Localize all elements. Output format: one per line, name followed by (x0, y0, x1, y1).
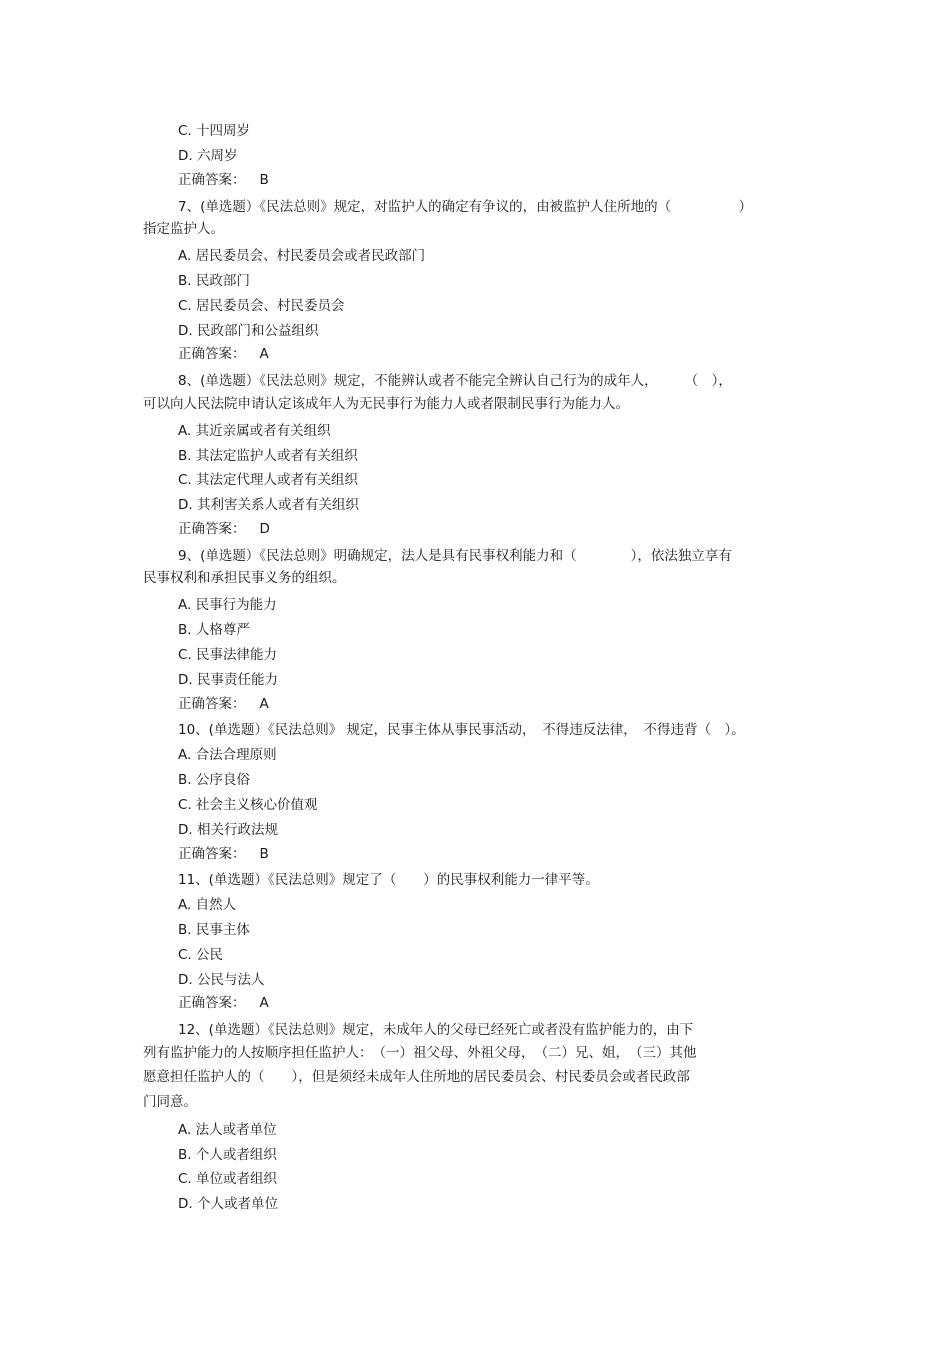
answer-value: A (259, 346, 269, 362)
option-b: B. 公序良俗 (178, 772, 250, 788)
option-d: D. 相关行政法规 (178, 822, 278, 838)
option-b: B. 民政部门 (178, 273, 250, 289)
option-a: A. 民事行为能力 (178, 597, 277, 613)
option-c: C. 十四周岁 (178, 123, 251, 139)
answer-line (178, 845, 269, 863)
option-c: C. 其法定代理人或者有关组织 (178, 472, 359, 488)
answer-value: A (259, 696, 269, 712)
option-c: C. 单位或者组织 (178, 1171, 278, 1187)
answer-value: D (259, 521, 270, 537)
answer-line (178, 994, 269, 1012)
option-a: A. 居民委员会、村民委员会或者民政部门 (178, 248, 426, 264)
option-d: D. 民政部门和公益组织 (178, 323, 319, 339)
question-stem: 愿意担任监护人的（ ），但是须经未成年人住所地的居民委员会、村民委员会或者民政部 (143, 1069, 690, 1085)
option-b: B. 人格尊严 (178, 622, 250, 638)
question-stem: 指定监护人。 (143, 221, 224, 237)
option-d: D. 其利害关系人或者有关组织 (178, 497, 359, 513)
answer-value: A (259, 995, 269, 1011)
option-b: B. 个人或者组织 (178, 1147, 277, 1163)
answer-line (178, 345, 269, 363)
answer-line (178, 171, 269, 189)
answer-value: B (259, 846, 269, 862)
option-b: B. 民事主体 (178, 922, 250, 938)
option-d: D. 个人或者单位 (178, 1196, 278, 1212)
answer-value: B (259, 172, 269, 188)
option-c: C. 居民委员会、村民委员会 (178, 298, 345, 314)
answer-line (178, 520, 270, 538)
question-stem: 10、(单选题）《民法总则》 规定，民事主体从事民事活动， 不得违反法律， 不得违背（ ）。 (178, 722, 745, 738)
question-stem: 9、(单选题）《民法总则》明确规定，法人是具有民事权利能力和（ ），依法独立享有 (178, 548, 732, 564)
option-a: A. 自然人 (178, 897, 237, 913)
answer-label: 正确答案： (178, 172, 246, 188)
question-stem: 可以向人民法院申请认定该成年人为无民事行为能力人或者限制民事行为能力人。 (143, 396, 629, 412)
option-c: C. 民事法律能力 (178, 647, 278, 663)
question-stem: 8、(单选题）《民法总则》规定，不能辨认或者不能完全辨认自己行为的成年人， （ ）， (178, 373, 732, 389)
question-stem: 列有监护能力的人按顺序担任监护人： （一）祖父母、外祖父母， （二）兄、姐， （三）其他 (143, 1045, 697, 1061)
answer-line (178, 695, 269, 713)
question-stem: 民事权利和承担民事义务的组织。 (143, 570, 346, 586)
answer-label: 正确答案： (178, 995, 246, 1011)
option-d: D. 六周岁 (178, 148, 238, 164)
answer-label: 正确答案： (178, 521, 246, 537)
option-d: D. 公民与法人 (178, 972, 265, 988)
option-c: C. 公民 (178, 947, 224, 963)
answer-label: 正确答案： (178, 846, 246, 862)
option-d: D. 民事责任能力 (178, 672, 278, 688)
answer-label: 正确答案： (178, 696, 246, 712)
question-stem: 11、(单选题）《民法总则》规定了（ ）的民事权利能力一律平等。 (178, 872, 599, 888)
question-stem: 7、(单选题）《民法总则》规定，对监护人的确定有争议的，由被监护人住所地的（ ） (178, 199, 753, 215)
option-a: A. 合法合理原则 (178, 747, 277, 763)
option-b: B. 其法定监护人或者有关组织 (178, 448, 358, 464)
answer-label: 正确答案： (178, 346, 246, 362)
option-a: A. 其近亲属或者有关组织 (178, 423, 331, 439)
question-stem: 12、(单选题）《民法总则》规定，未成年人的父母已经死亡或者没有监护能力的，由下 (178, 1022, 694, 1038)
option-c: C. 社会主义核心价值观 (178, 797, 318, 813)
option-a: A. 法人或者单位 (178, 1122, 277, 1138)
question-stem: 门同意。 (143, 1094, 197, 1110)
